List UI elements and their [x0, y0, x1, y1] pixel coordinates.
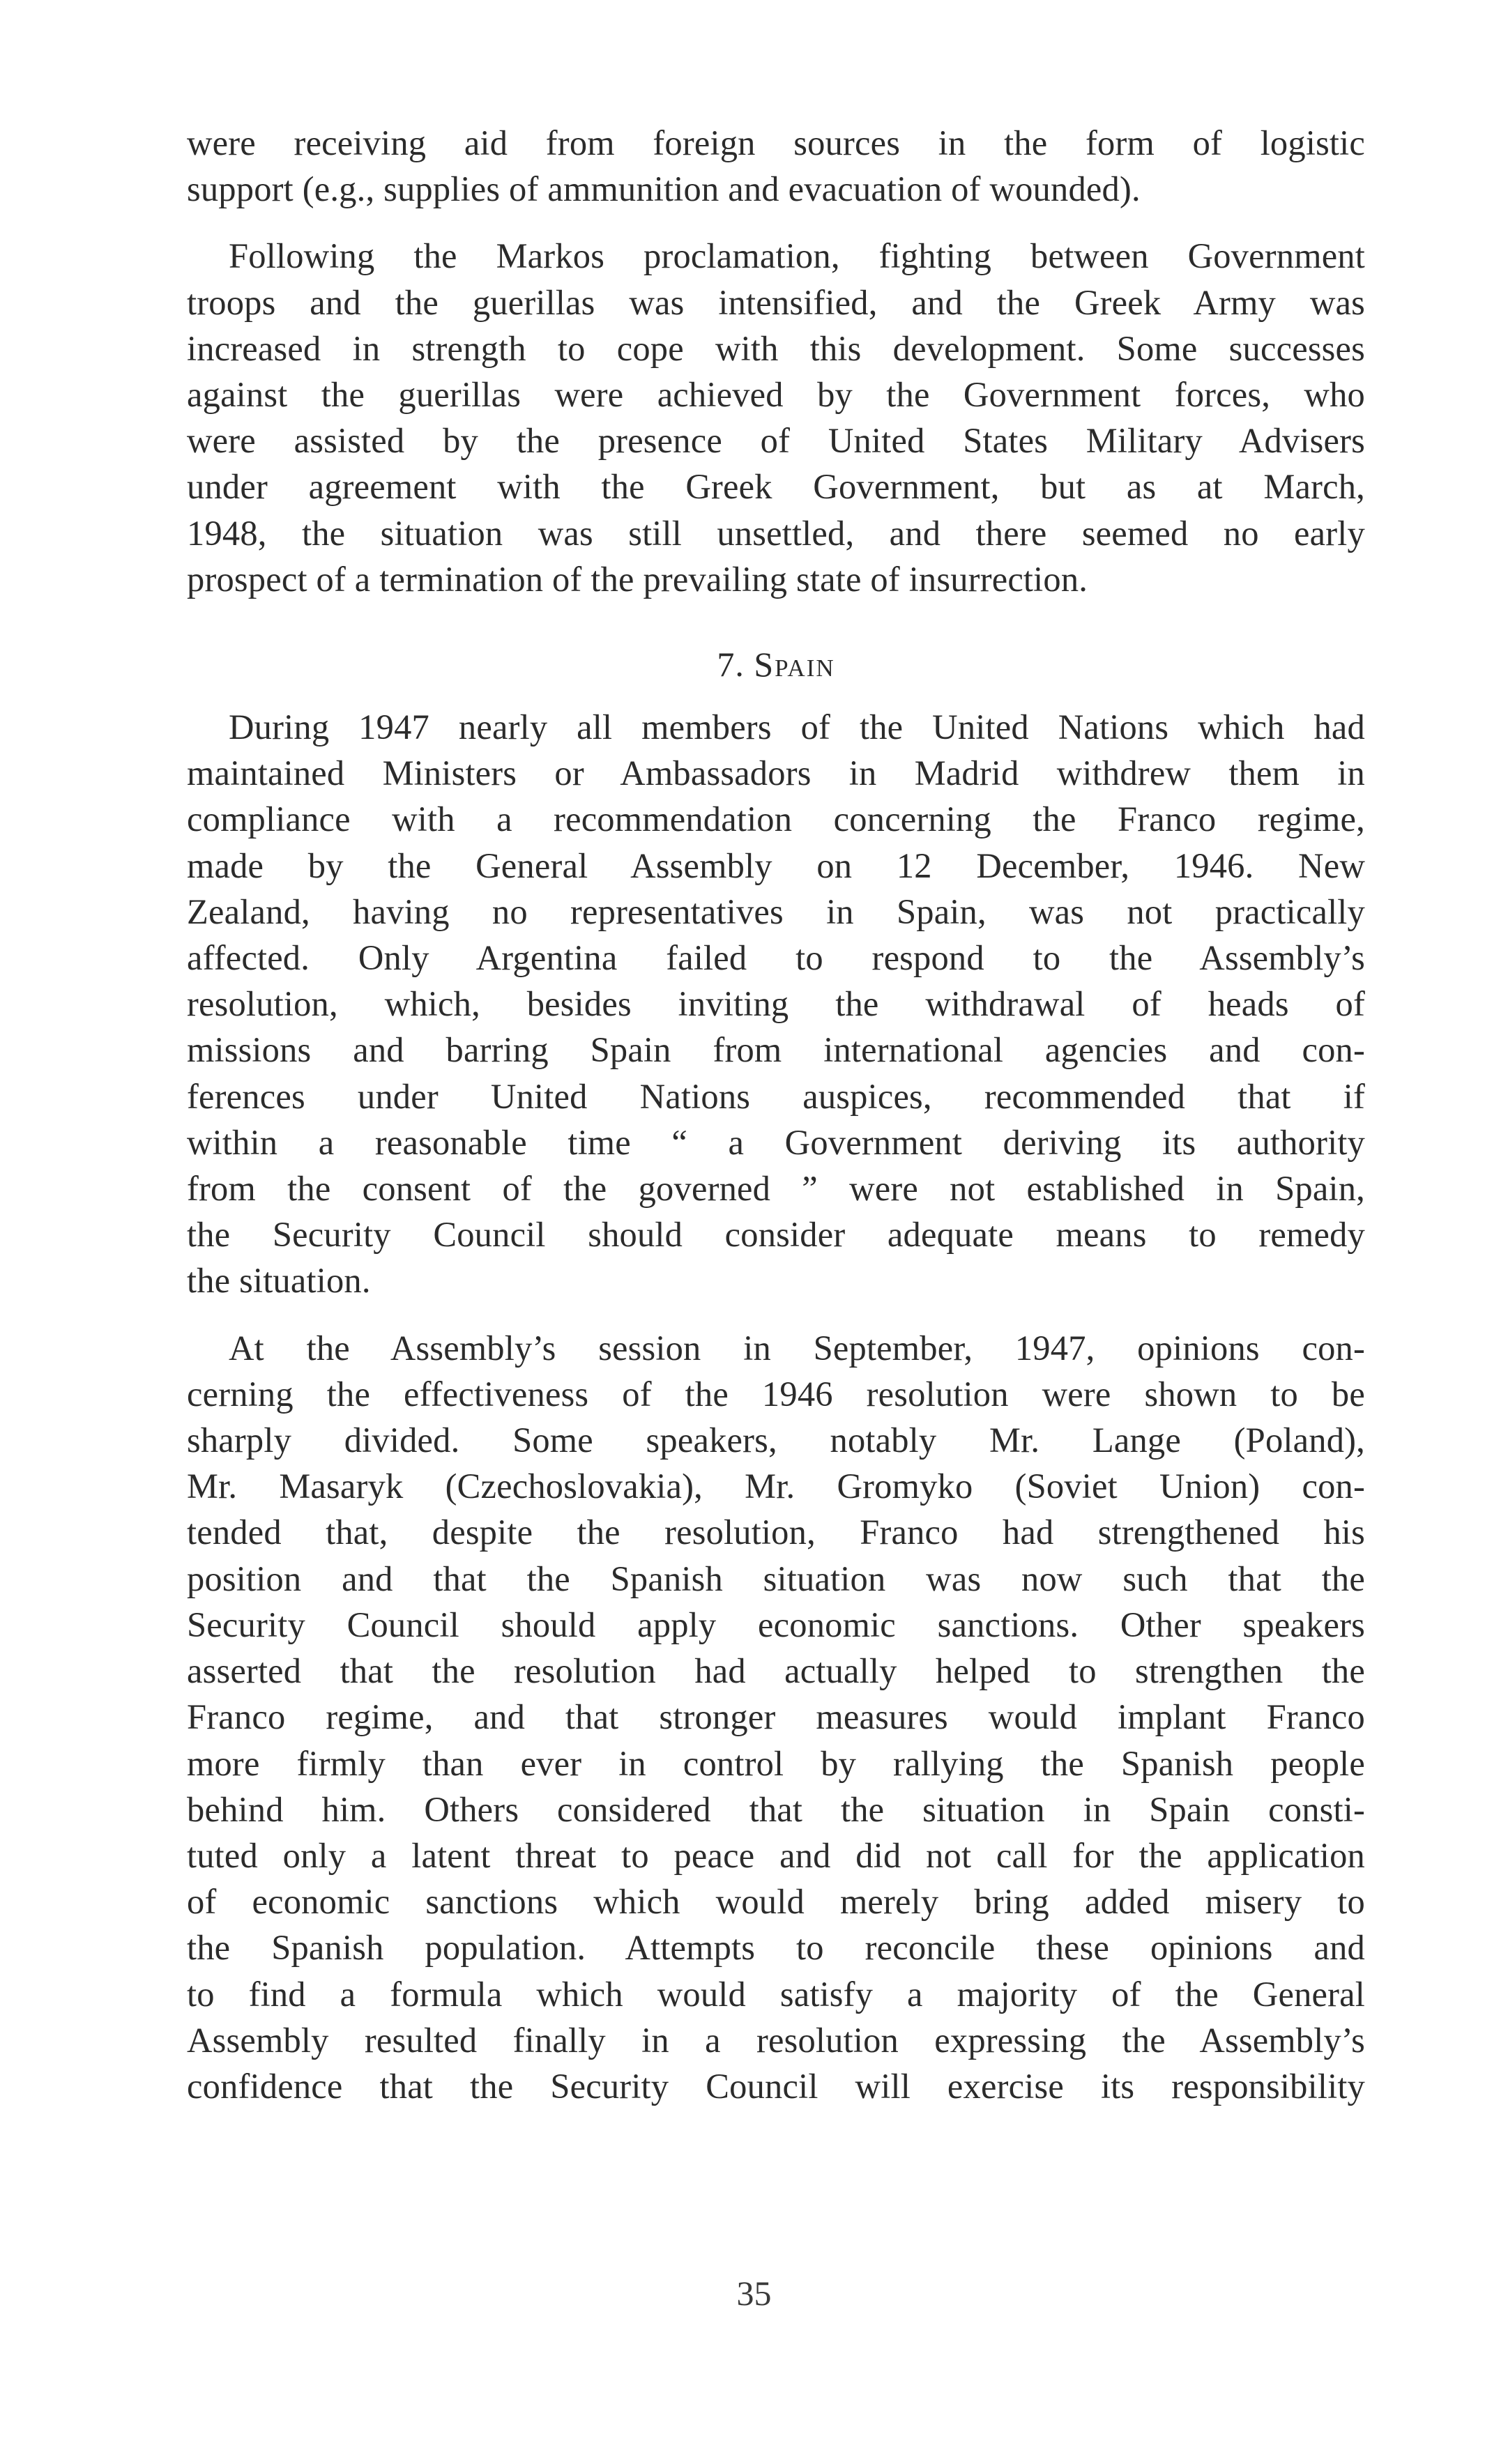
- text-line: position and that the Spanish situation was now such that the: [187, 1559, 1365, 1598]
- text-line: against the guerillas were achieved by the Government forces, who: [187, 375, 1365, 415]
- text-line: Franco regime, and that stronger measures would implant Franco: [187, 1697, 1365, 1737]
- paragraph-assembly-session: [187, 1325, 1365, 2109]
- text-line: resolution, which, besides inviting the withdrawal of heads of: [187, 984, 1365, 1024]
- text-line: behind him. Others considered that the situation in Spain consti-: [187, 1789, 1365, 1829]
- text-line: affected. Only Argentina failed to respond to the Assembly’s: [187, 938, 1365, 978]
- text-line: confidence that the Security Council will exercise its responsibility: [187, 2066, 1365, 2106]
- text-line: At the Assembly’s session in September, 1947, opinions con-: [229, 1328, 1365, 1368]
- text-line: Following the Markos proclamation, fighting between Government: [229, 236, 1365, 276]
- text-line: Zealand, having no representatives in Spain, was not practically: [187, 892, 1365, 931]
- text-line: were receiving aid from foreign sources in the form of logistic: [187, 123, 1365, 162]
- text-line: sharply divided. Some speakers, notably Mr. Lange (Poland),: [187, 1421, 1365, 1460]
- document-page: [187, 120, 1365, 2109]
- text-line: from the consent of the governed ” were not established in Spain,: [187, 1169, 1365, 1209]
- text-line: the situation.: [187, 1261, 371, 1301]
- text-line: maintained Ministers or Ambassadors in Madrid withdrew them in: [187, 753, 1365, 793]
- text-line: increased in strength to cope with this development. Some successes: [187, 328, 1365, 368]
- paragraph-markos-proclamation: [187, 233, 1365, 602]
- section-heading: [187, 641, 1365, 687]
- text-line: prospect of a termination of the prevailing state of insurrection.: [187, 559, 1088, 599]
- text-line: support (e.g., supplies of ammunition and evacuation of wounded).: [187, 169, 1141, 209]
- text-line: ferences under United Nations auspices, recommended that if: [187, 1076, 1365, 1116]
- text-line: During 1947 nearly all members of the United Nations which had: [229, 707, 1365, 747]
- text-line: the Security Council should consider adequate means to remedy: [187, 1215, 1365, 1255]
- section-title: Spain: [754, 645, 835, 684]
- text-line: more firmly than ever in control by rallying the Spanish people: [187, 1743, 1365, 1783]
- text-line: tuted only a latent threat to peace and did not call for the application: [187, 1835, 1365, 1875]
- paragraph-un-withdrawal: [187, 704, 1365, 1304]
- text-line: of economic sanctions which would merely bring added misery to: [187, 1882, 1365, 1922]
- text-line: missions and barring Spain from international agencies and con-: [187, 1030, 1365, 1070]
- text-line: troops and the guerillas was intensified, and the Greek Army was: [187, 282, 1365, 322]
- text-line: Assembly resulted finally in a resolution expressing the Assembly’s: [187, 2020, 1365, 2060]
- text-line: to find a formula which would satisfy a majority of the General: [187, 1974, 1365, 2014]
- text-line: cerning the effectiveness of the 1946 resolution were shown to be: [187, 1374, 1365, 1414]
- page-number: 35: [736, 2274, 772, 2313]
- text-line: asserted that the resolution had actually helped to strengthen the: [187, 1651, 1365, 1691]
- text-line: Security Council should apply economic sanctions. Other speakers: [187, 1605, 1365, 1644]
- text-line: made by the General Assembly on 12 December, 1946. New: [187, 845, 1365, 885]
- text-line: the Spanish population. Attempts to reconcile these opinions and: [187, 1928, 1365, 1968]
- text-line: tended that, despite the resolution, Franco had strengthened his: [187, 1513, 1365, 1552]
- text-line: under agreement with the Greek Government, but as at March,: [187, 467, 1365, 507]
- paragraph-greek-aid-continued: [187, 120, 1365, 212]
- text-line: within a reasonable time “ a Government deriving its authority: [187, 1122, 1365, 1162]
- text-line: 1948, the situation was still unsettled, and there seemed no early: [187, 513, 1365, 553]
- text-line: were assisted by the presence of United States Military Advisers: [187, 421, 1365, 461]
- section-number: 7.: [717, 645, 745, 684]
- text-line: compliance with a recommendation concerning the Franco regime,: [187, 799, 1365, 839]
- text-line: Mr. Masaryk (Czechoslovakia), Mr. Gromyko (Soviet Union) con-: [187, 1467, 1365, 1506]
